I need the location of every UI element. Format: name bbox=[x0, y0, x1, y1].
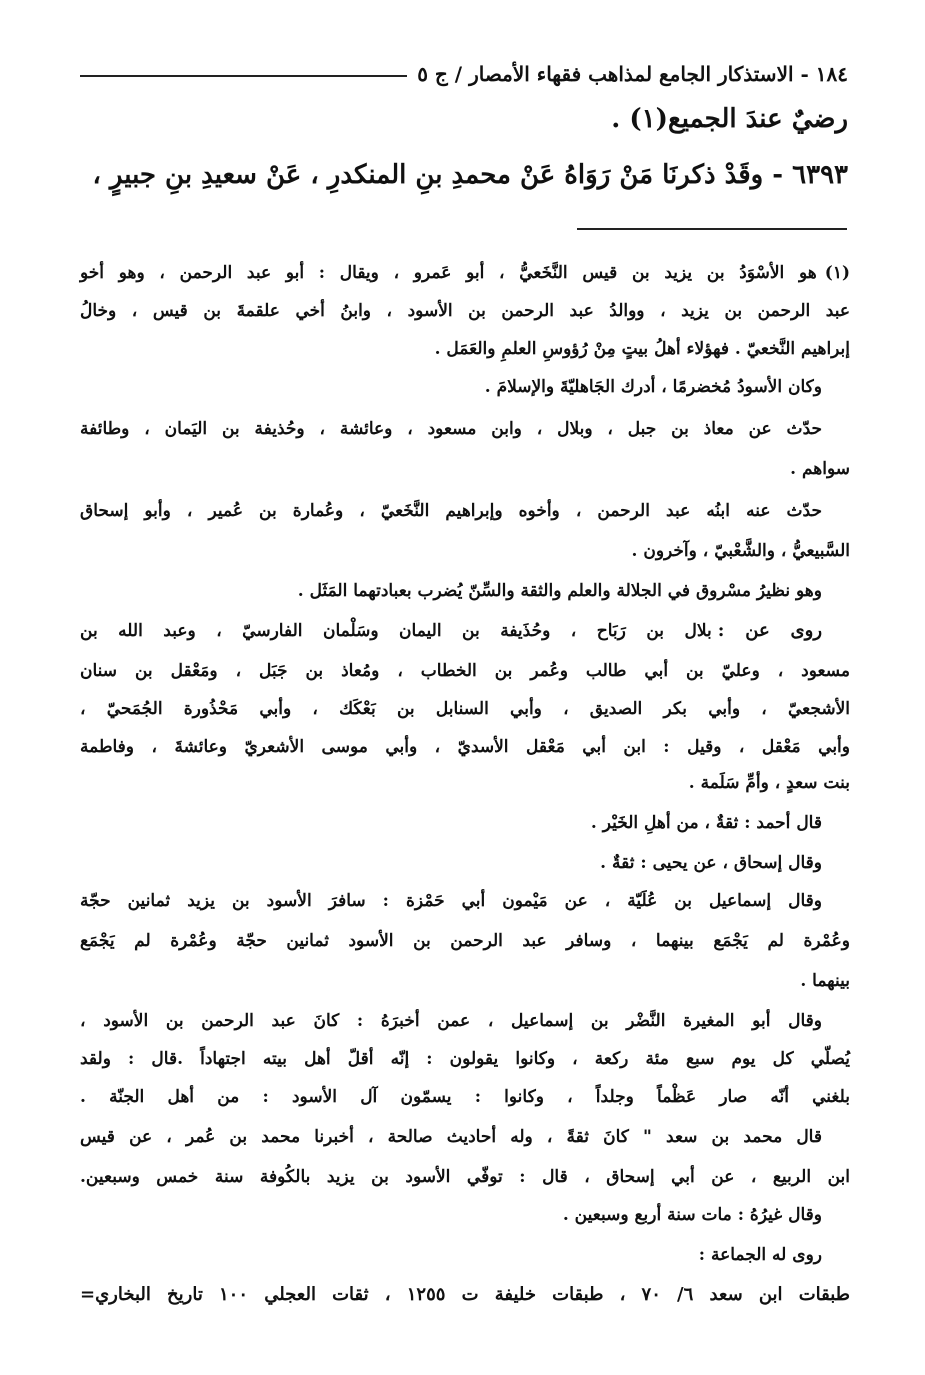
footnote-separator bbox=[577, 228, 847, 230]
footnote-line: سواهم . bbox=[790, 459, 850, 479]
footnote-line: وهو نظيرُ مسْروق في الجلالة والعلم والثقة والسِّنّ يُضرب بعبادتهما المَثَل . bbox=[297, 581, 822, 601]
footnote-line: وقال إسحاق ، عن يحيى : ثقةٌ . bbox=[600, 853, 822, 873]
footnote-line: وقال أبو المغيرة النَّضْر بن إسماعيل ، عمن أخبرَهُ : كانَ عبد الرحمن بن الأسود ، bbox=[80, 1011, 822, 1031]
footnote-line: بنت سعدٍ ، وأمِّ سَلَمة . bbox=[688, 773, 850, 793]
footnote-line: مسعود ، وعليّ بن أبي طالب وعُمر بن الخطاب ، ومُعاذ بن جَبَل ، ومَعْقل بن سنان bbox=[80, 661, 850, 681]
footnote-line: قال أحمد : ثقةٌ ، من أهلِ الخَيْر . bbox=[590, 813, 822, 833]
footnote-line: يُصلّي كل يوم سبع مئة ركعة ، وكانوا يقولون : إنّه أقلّ أهل بيته اجتهاداً .قال : ولقد bbox=[80, 1049, 850, 1069]
footnote-line: إبراهيم النَّخعيّ . فهؤلاء أهلُ بيتٍ مِنْ رُؤوسِ العلمِ والعَمَل . bbox=[434, 339, 850, 359]
footnote-line: طبقات ابن سعد ٦/ ٧٠ ، طبقات خليفة ت ١٢٥٥ ، ثقات العجلي ١٠٠ تاريخ البخاري= bbox=[80, 1284, 850, 1305]
footnote-line: عبد الرحمن بن يزيد ، ووالدُ عبد الرحمن بن الأسود ، وابنُ أخي علقمةَ بن قيس ، وخالُ bbox=[80, 301, 850, 321]
footnote-text: هو الأسْوَدُ بن يزيد بن قيس النَّخَعيُّ ، أبو عَمرو ، ويقال : أبو عبد الرحمن ، وهو أخو bbox=[80, 263, 817, 283]
footnote-line: الأشجعيّ ، وأبي بكر الصديق ، وأبي السنابل بن بَعْكَك ، وأبي مَحْذُورة الجُمَحيّ ، bbox=[80, 699, 850, 719]
footnote-line: قال محمد بن سعد " كانَ ثقةً ، وله أحاديث صالحة ، أخبرنا محمد بن عُمر ، عن قيس bbox=[80, 1127, 822, 1147]
footnote-line: السَّبيعيُّ ، والشَّعْبيّ ، وآخرون . bbox=[631, 541, 850, 561]
footnote-line: وعُمْرة لم يَجْمَع بينهما ، وسافر عبد الرحمن بن الأسود ثمانين حجّة وعُمْرة لم يَجْمَع bbox=[80, 931, 850, 951]
footnote-line: وقال إسماعيل بن عُلَيّة ، عن مَيْمون أبي حَمْزة : سافرَ الأسود بن يزيد ثمانين حجّة bbox=[80, 891, 822, 911]
main-text-line-2: ٦٣٩٣ - وقَدْ ذكرنَا مَنْ رَوَاهُ عَنْ محمدِ بنِ المنكدرِ ، عَنْ سعيدِ بنِ جبيرٍ ، bbox=[92, 160, 848, 190]
main-text-line-1: رضيٌ عندَ الجميع(١) . bbox=[611, 104, 848, 134]
running-header bbox=[80, 56, 848, 92]
footnote-line: بلغني أنّه صار عَظْماً وجلداً ، وكانوا : يسمّون آل الأسود : من أهل الجنّة . bbox=[80, 1087, 850, 1107]
footnote-line: بينهما . bbox=[800, 971, 850, 991]
footnote-line bbox=[80, 254, 850, 292]
footnote-line: وقال غيرُهُ : مات سنة أربع وسبعين . bbox=[562, 1205, 822, 1225]
header-rule bbox=[80, 75, 407, 77]
footnote-line: روى له الجماعة : bbox=[698, 1245, 822, 1265]
footnote-line: حدّث عنه ابنُه عبد الرحمن ، وأخوه وإبراهيم النَّخَعيّ ، وعُمارة بن عُمير ، وأبو إسحاق bbox=[80, 501, 822, 521]
running-title: ١٨٤ - الاستذكار الجامع لمذاهب فقهاء الأمصار / ج ٥ bbox=[417, 62, 848, 86]
rawa-label: روى عن : bbox=[717, 620, 823, 641]
footnote-marker: (١) bbox=[824, 263, 850, 283]
footnote-line: وكان الأسودُ مُخضرمًا ، أدرك الجَاهليّةَ والإسلامَ . bbox=[484, 377, 822, 397]
footnote-text: بلال بن رَبَاح ، وحُذَيفة بن اليمان وسَلْمان الفارسيّ ، وعبد الله بن bbox=[80, 621, 712, 641]
footnote-line: وأبي مَعْقل ، وقيل : ابن أبي مَعْقل الأسديّ ، وأبي موسى الأشعريّ وعائشةَ ، وفاطمة bbox=[80, 737, 850, 757]
footnote-line bbox=[80, 612, 850, 650]
footnote-line: ابن الربيع ، عن أبي إسحاق ، قال : توفّي الأسود بن يزيد بالكُوفة سنة خمس وسبعين. bbox=[80, 1167, 850, 1187]
footnote-line: حدّث عن معاذ بن جبل ، وبلال ، وابن مسعود ، وعائشة ، وحُذيفة بن اليَمان ، وطائفة bbox=[80, 419, 822, 439]
